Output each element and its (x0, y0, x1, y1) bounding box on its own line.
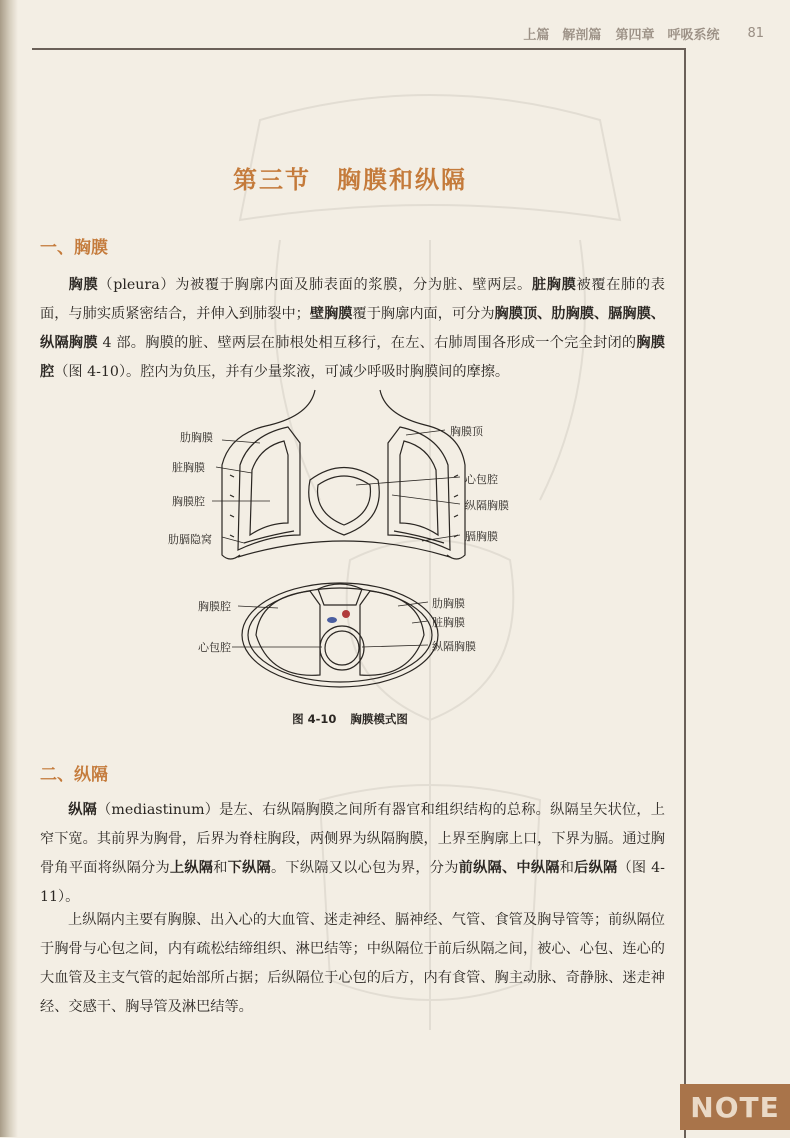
text-run: （mediastinum）是左、右纵隔胸膜之间所有器官和组织结构的总称。纵隔呈矢状位，上窄下宽。其前界为胸骨，后界为脊柱胸段，两侧界为纵隔胸膜，上界至胸廓上口，下界为膈。通过胸骨角平面将纵隔分为 (40, 802, 665, 876)
bold-term: 纵隔 (68, 802, 97, 818)
text-run: 4 部。胸膜的脏、壁两层在肺根处相互移行，在左、右肺周围各形成一个完全封闭的 (97, 335, 637, 351)
text-run: 和 (213, 860, 228, 876)
running-header (523, 22, 764, 44)
note-tab: NOTE (680, 1084, 790, 1130)
header-chapter: 第四章 呼吸系统 (615, 27, 720, 43)
figure-title: 胸膜模式图 (350, 712, 408, 726)
mediastinum-paragraph-2 (40, 906, 665, 1022)
label-pleural-cavity-lower: 胸膜腔 (198, 600, 231, 613)
bold-term: 胸膜腔 (40, 335, 665, 380)
bold-term: 后纵隔 (574, 860, 618, 876)
label-visceral-pleura-upper: 脏胸膜 (172, 461, 205, 474)
label-costal-pleura-upper: 肋胸膜 (180, 431, 213, 444)
pleura-text (40, 277, 665, 380)
label-visceral-pleura-lower: 脏胸膜 (432, 616, 465, 629)
heading-pleura: 一、胸膜 (40, 238, 108, 258)
section-title (0, 160, 700, 195)
margin-rule (684, 48, 686, 1138)
mediastinum-paragraph-1 (40, 796, 665, 912)
section-title-text: 胸膜和纵隔 (337, 166, 467, 194)
page-number: 81 (747, 25, 764, 41)
bold-term: 胸膜顶、肋胸膜、膈胸膜、纵隔胸膜 (40, 306, 665, 351)
bold-term: 下纵隔 (227, 860, 271, 876)
heading-mediastinum: 二、纵隔 (40, 765, 108, 785)
text-run: （图 4-10）。腔内为负压，并有少量浆液，可减少呼吸时胸膜间的摩擦。 (54, 364, 510, 380)
figure-4-10 (160, 385, 520, 695)
label-costal-pleura-lower: 肋胸膜 (432, 597, 465, 610)
text-run: （图 4-11）。 (40, 860, 665, 905)
bold-term: 前纵隔、中纵隔 (458, 860, 560, 876)
text-run: 被覆在肺的表面，与肺实质紧密结合，并伸入到肺裂中； (40, 277, 665, 322)
label-mediastinal-pleura-lower: 纵隔胸膜 (432, 640, 476, 653)
label-cupula: 胸膜顶 (450, 425, 483, 438)
mediastinum-text-1 (40, 802, 665, 905)
label-costodiaphragmatic-recess: 肋膈隐窝 (168, 533, 212, 546)
section-number: 第三节 (233, 166, 311, 194)
label-pleural-cavity-upper: 胸膜腔 (172, 495, 205, 508)
bold-term: 胸膜 (68, 277, 99, 293)
pleura-paragraph (40, 271, 665, 387)
bold-term: 壁胸膜 (309, 306, 353, 322)
label-mediastinal-pleura-upper: 纵隔胸膜 (465, 499, 509, 512)
text-run: （pleura）为被覆于胸廓内面及肺表面的浆膜，分为脏、壁两层。 (98, 277, 532, 293)
label-pericardial-cavity-upper: 心包腔 (465, 473, 498, 486)
text-run: 。下纵隔又以心包为界，分为 (270, 860, 459, 876)
header-rule (32, 48, 684, 50)
figure-caption (0, 711, 700, 727)
text-run: 和 (559, 860, 575, 876)
bold-term: 上纵隔 (169, 860, 214, 876)
header-part: 上篇 解剖篇 (523, 27, 602, 43)
mediastinum-text-2: 上纵隔内主要有胸腺、出入心的大血管、迷走神经、膈神经、气管、食管及胸导管等；前纵隔位于胸骨与心包之间，内有疏松结缔组织、淋巴结等；中纵隔位于前后纵隔之间，被心、心包、连心的大血管及主支气管的起始部所占据；后纵隔位于心包的后方，内有食管、胸主动脉、奇静脉、迷走神经、交感干、胸导管及淋巴结等。 (40, 912, 665, 1015)
label-diaphragmatic-pleura: 膈胸膜 (465, 530, 498, 543)
text-run: 覆于胸廓内面，可分为 (352, 306, 495, 322)
figure-number: 图 4-10 (292, 712, 337, 726)
label-pericardial-cavity-lower: 心包腔 (198, 641, 231, 654)
bold-term: 脏胸膜 (531, 277, 577, 293)
